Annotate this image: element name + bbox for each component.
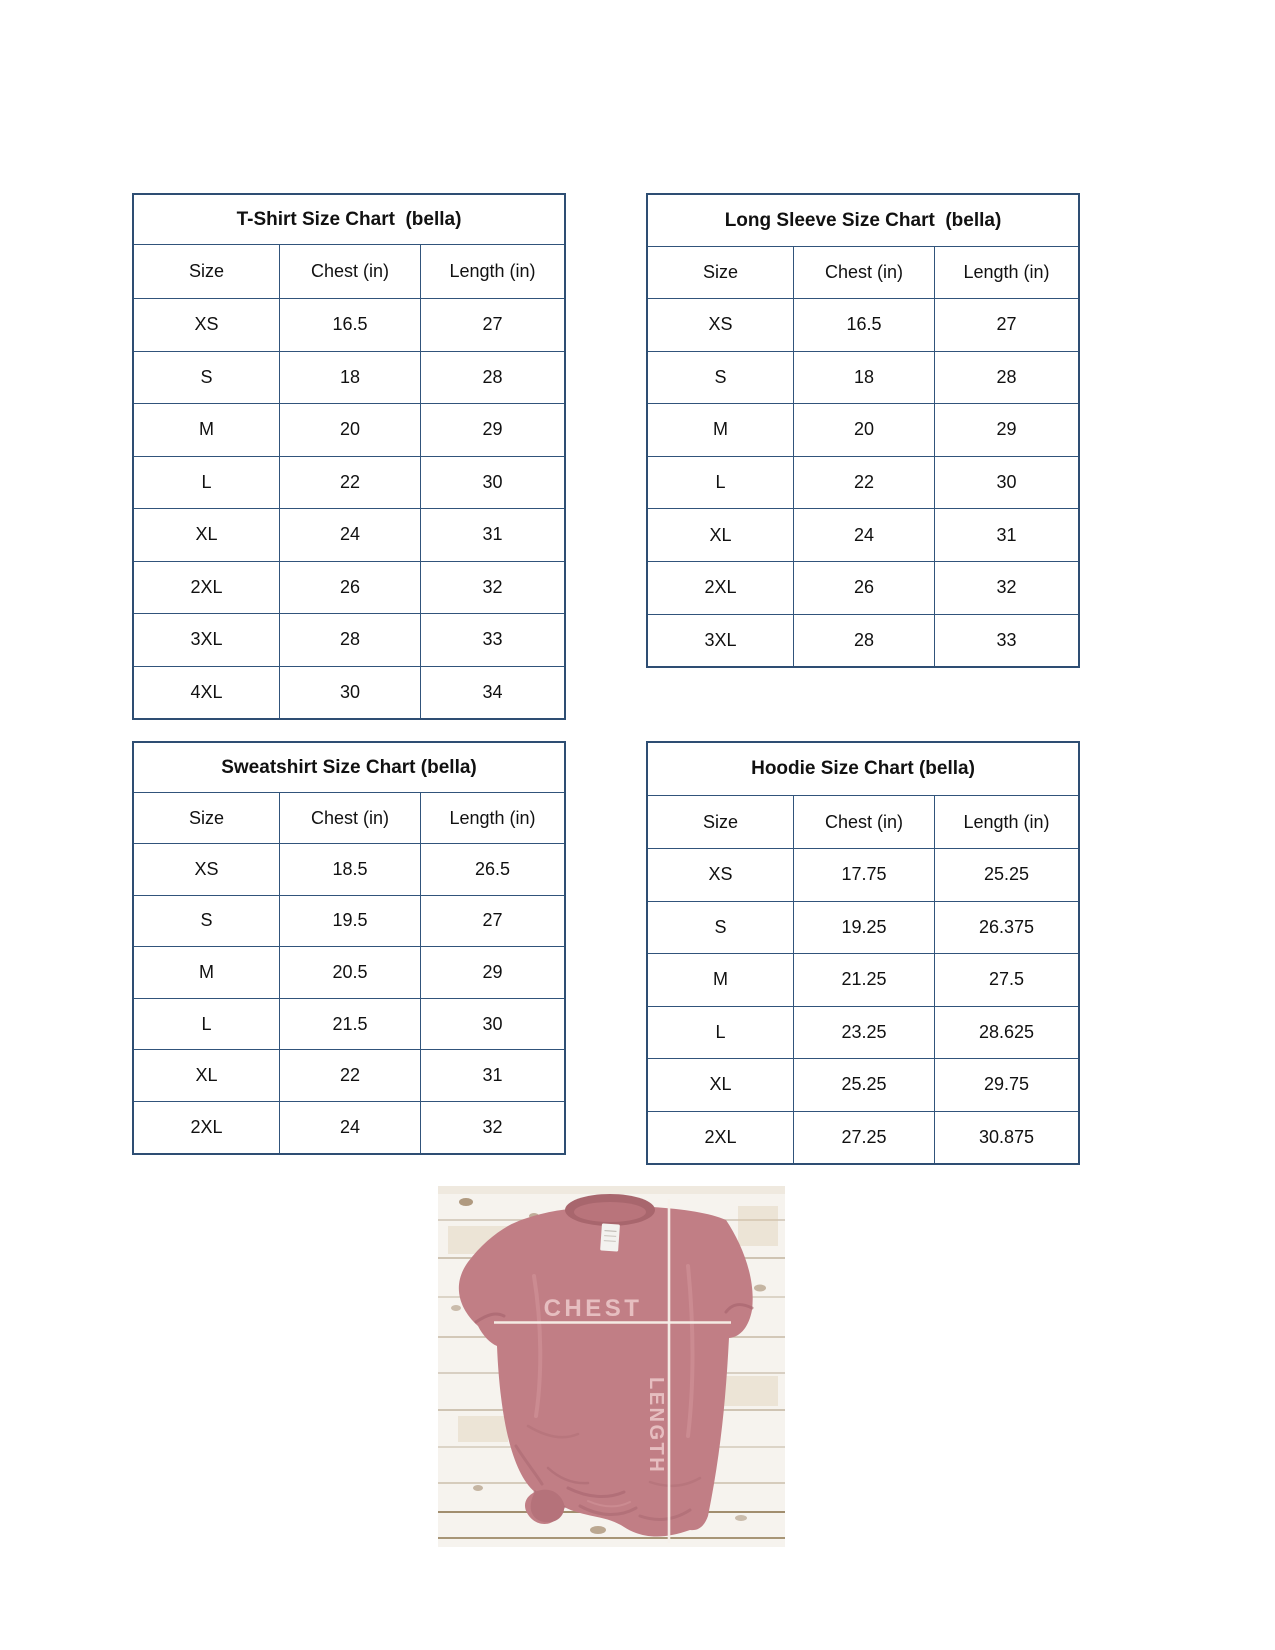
table-title: T-Shirt Size Chart (bella): [236, 208, 462, 230]
table-title: Hoodie Size Chart (bella): [751, 758, 975, 779]
size-cell: L: [201, 471, 212, 492]
table-row: [648, 508, 1078, 561]
chest-cell: 20.5: [279, 947, 420, 998]
table-header-row: [648, 246, 1078, 298]
table-row: [134, 946, 564, 998]
chest-cell: 20: [793, 404, 934, 456]
size-cell: L: [715, 1021, 726, 1042]
length-cell: 31: [934, 509, 1078, 561]
table-row: [648, 901, 1078, 954]
size-cell: 3XL: [704, 629, 737, 650]
chest-cell: 24: [279, 1102, 420, 1153]
table-row: [134, 561, 564, 614]
table-header-row: [648, 795, 1078, 848]
chest-cell: 24: [793, 509, 934, 561]
long-sleeve-size-table: [646, 193, 1080, 668]
chest-cell: 18: [279, 352, 420, 404]
length-cell: 33: [420, 614, 564, 666]
table-row: [648, 456, 1078, 509]
chest-label: CHEST: [543, 1295, 643, 1322]
chest-cell: 17.75: [793, 849, 934, 901]
length-cell: 30.875: [934, 1112, 1078, 1164]
size-cell: 4XL: [190, 681, 223, 702]
length-cell: 30: [934, 457, 1078, 509]
size-cell: S: [200, 366, 213, 387]
length-cell: 27: [420, 896, 564, 947]
size-cell: XL: [195, 524, 218, 545]
table-body: [648, 848, 1078, 1163]
length-cell: 29: [420, 404, 564, 456]
size-guide-photo: [438, 1186, 785, 1547]
chest-cell: 18: [793, 352, 934, 404]
table-title: Long Sleeve Size Chart (bella): [724, 209, 1002, 231]
chest-cell: 22: [793, 457, 934, 509]
column-header-chest: Chest (in): [793, 247, 934, 298]
length-cell: 32: [934, 562, 1078, 614]
length-cell: 30: [420, 999, 564, 1050]
size-cell: M: [199, 961, 214, 982]
length-cell: 25.25: [934, 849, 1078, 901]
chest-cell: 28: [279, 614, 420, 666]
length-cell: 29: [420, 947, 564, 998]
size-cell: 2XL: [704, 577, 737, 598]
sweatshirt-size-table: [132, 741, 566, 1155]
length-cell: 27.5: [934, 954, 1078, 1006]
chest-cell: 21.5: [279, 999, 420, 1050]
size-cell: S: [714, 366, 727, 387]
size-cell: S: [714, 916, 727, 937]
length-cell: 31: [420, 509, 564, 561]
column-header-chest: Chest (in): [279, 793, 420, 843]
size-cell: XS: [708, 314, 733, 335]
chest-cell: 20: [279, 404, 420, 456]
chest-cell: 21.25: [793, 954, 934, 1006]
table-row: [134, 403, 564, 456]
table-row: [134, 1101, 564, 1153]
size-cell: L: [715, 472, 726, 493]
table-row: [134, 351, 564, 404]
chest-cell: 26: [279, 562, 420, 614]
column-header-length: Length (in): [420, 245, 564, 298]
table-row: [134, 666, 564, 719]
size-cell: XS: [194, 858, 219, 879]
tshirt-size-table: [132, 193, 566, 720]
column-header-length: Length (in): [934, 796, 1078, 848]
tshirt-photo-svg: [438, 1186, 785, 1547]
length-cell: 28: [420, 352, 564, 404]
table-header-row: [134, 792, 564, 843]
table-row: [648, 953, 1078, 1006]
size-cell: L: [201, 1013, 212, 1034]
chest-cell: 28: [793, 615, 934, 667]
table-row: [648, 614, 1078, 667]
length-label: LENGTH: [645, 1377, 667, 1475]
table-row: [134, 613, 564, 666]
table-row: [648, 298, 1078, 351]
chest-cell: 23.25: [793, 1007, 934, 1059]
chest-cell: 22: [279, 457, 420, 509]
column-header-size: Size: [702, 811, 738, 832]
size-cell: XL: [195, 1065, 218, 1086]
length-cell: 26.375: [934, 902, 1078, 954]
length-cell: 27: [420, 299, 564, 351]
table-header-row: [134, 244, 564, 298]
table-row: [134, 998, 564, 1050]
size-cell: 2XL: [190, 576, 223, 597]
length-cell: 27: [934, 299, 1078, 351]
neck-tag: [600, 1223, 620, 1251]
length-cell: 28.625: [934, 1007, 1078, 1059]
table-body: [648, 298, 1078, 666]
table-title: Sweatshirt Size Chart (bella): [221, 756, 477, 778]
chest-cell: 25.25: [793, 1059, 934, 1111]
table-body: [134, 298, 564, 718]
collar-opening: [574, 1202, 646, 1222]
chest-cell: 26: [793, 562, 934, 614]
chest-cell: 19.5: [279, 896, 420, 947]
column-header-chest: Chest (in): [793, 796, 934, 848]
column-header-size: Size: [702, 262, 738, 282]
chest-cell: 30: [279, 667, 420, 719]
chest-cell: 27.25: [793, 1112, 934, 1164]
chest-cell: 16.5: [793, 299, 934, 351]
size-cell: M: [199, 419, 214, 440]
length-cell: 29: [934, 404, 1078, 456]
table-row: [134, 843, 564, 895]
size-cell: M: [713, 419, 728, 440]
column-header-length: Length (in): [420, 793, 564, 843]
table-row: [134, 895, 564, 947]
chest-cell: 18.5: [279, 844, 420, 895]
table-row: [648, 561, 1078, 614]
length-cell: 31: [420, 1050, 564, 1101]
table-row: [648, 1058, 1078, 1111]
length-cell: 32: [420, 1102, 564, 1153]
chest-cell: 16.5: [279, 299, 420, 351]
hoodie-size-table: [646, 741, 1080, 1165]
length-cell: 29.75: [934, 1059, 1078, 1111]
size-cell: XS: [194, 314, 219, 335]
size-cell: 3XL: [190, 629, 223, 650]
size-cell: XL: [709, 1074, 732, 1095]
size-cell: XL: [709, 524, 732, 545]
length-cell: 26.5: [420, 844, 564, 895]
table-row: [134, 456, 564, 509]
table-row: [648, 351, 1078, 404]
table-row: [134, 1049, 564, 1101]
column-header-size: Size: [188, 807, 224, 828]
table-row: [648, 1111, 1078, 1164]
table-row: [648, 403, 1078, 456]
size-cell: XS: [708, 864, 733, 885]
size-cell: 2XL: [704, 1126, 737, 1147]
length-cell: 34: [420, 667, 564, 719]
table-row: [648, 1006, 1078, 1059]
length-cell: 28: [934, 352, 1078, 404]
size-cell: S: [200, 910, 213, 931]
size-cell: 2XL: [190, 1116, 223, 1137]
chest-cell: 24: [279, 509, 420, 561]
chest-cell: 19.25: [793, 902, 934, 954]
table-body: [134, 843, 564, 1153]
chest-cell: 22: [279, 1050, 420, 1101]
table-row: [134, 298, 564, 351]
length-cell: 33: [934, 615, 1078, 667]
table-row: [134, 508, 564, 561]
column-header-size: Size: [188, 261, 224, 281]
length-cell: 32: [420, 562, 564, 614]
length-cell: 30: [420, 457, 564, 509]
column-header-length: Length (in): [934, 247, 1078, 298]
table-row: [648, 848, 1078, 901]
size-cell: M: [713, 969, 728, 990]
column-header-chest: Chest (in): [279, 245, 420, 298]
